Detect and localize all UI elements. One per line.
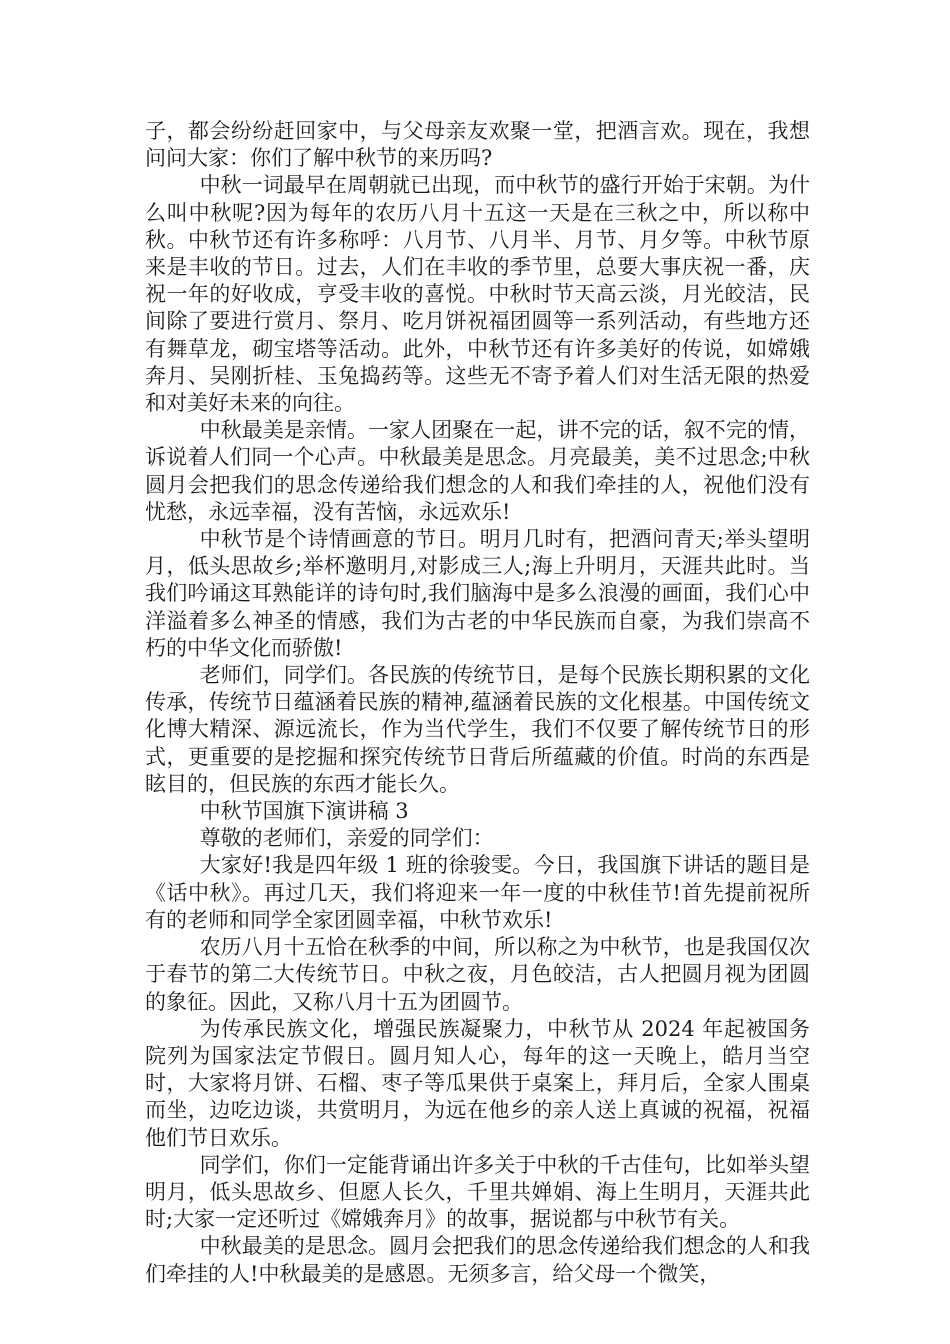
paragraph-continuation: 子，都会纷纷赶回家中，与父母亲友欢聚一堂，把酒言欢。现在，我想问问大家：你们了解中秋节的来历吗?: [145, 119, 810, 171]
greeting: 尊敬的老师们，亲爱的同学们：: [199, 826, 494, 851]
paragraph-poetry: 中秋节是个诗情画意的节日。明月几时有，把酒问青天;举头望明月，低头思故乡;举杯邀明月,对影成三人;海上升明月，天涯共此时。当我们吟诵这耳熟能详的诗句时,我们脑海中是多么浪漫的画面，我们心中洋溢着多么神圣的情感，我们为古老的中华民族而自豪，为我们崇高不朽的中华文化而骄傲!: [145, 527, 810, 660]
paragraph-intro: 大家好!我是四年级 1 班的徐骏雯。今日，我国旗下讲话的题目是《话中秋》。再过几天，我们将迎来一年一度的中秋佳节!首先提前祝所有的老师和同学全家团圆幸福，中秋节欢乐!: [145, 853, 810, 932]
paragraph-holiday: 为传承民族文化，增强民族凝聚力，中秋节从 2024 年起被国务院列为国家法定节假日。圆月知人心，每年的这一天晚上，皓月当空时，大家将月饼、石榴、枣子等瓜果供于桌案上，拜月后，全家人围桌而坐，边吃边谈，共赏明月，为远在他乡的亲人送上真诚的祝福，祝福他们节日欢乐。: [145, 1016, 810, 1150]
paragraph-longing: 中秋最美的是思念。圆月会把我们的思念传递给我们想念的人和我们牵挂的人!中秋最美的是感恩。无须多言，给父母一个微笑，: [145, 1234, 810, 1286]
paragraph-origin: 中秋一词最早在周朝就已出现，而中秋节的盛行开始于宋朝。为什么叫中秋呢?因为每年的农历八月十五这一天是在三秋之中，所以称中秋。中秋节还有许多称呼：八月节、八月半、月节、月夕等。中秋节原来是丰收的节日。过去，人们在丰收的季节里，总要大事庆祝一番，庆祝一年的好收成，亨受丰收的喜悦。中秋时节天高云淡，月光皎洁，民间除了要进行赏月、祭月、吃月饼祝福团圆等一系列活动，有些地方还有舞草龙，砌宝塔等活动。此外，中秋节还有许多美好的传说，如嫦娥奔月、吴刚折桂、玉兔捣药等。这些无不寄予着人们对生活无限的热爱和对美好未来的向往。: [145, 173, 810, 416]
paragraph-calendar: 农历八月十五恰在秋季的中间，所以称之为中秋节，也是我国仅次于春节的第二大传统节日。中秋之夜，月色皎洁，古人把圆月视为团圆的象征。因此，又称八月十五为团圆节。: [145, 935, 810, 1014]
document-body: [145, 118, 810, 1288]
paragraph-family: 中秋最美是亲情。一家人团聚在一起，讲不完的话，叙不完的情，诉说着人们同一个心声。中秋最美是思念。月亮最美，美不过思念;中秋圆月会把我们的思念传递给我们想念的人和我们牵挂的人，祝他们没有忧愁，永远幸福，没有苦恼，永远欢乐!: [145, 418, 810, 524]
section-title: 中秋节国旗下演讲稿 3: [199, 799, 409, 824]
paragraph-tradition: 老师们，同学们。各民族的传统节日，是每个民族长期积累的文化传承，传统节日蕴涵着民族的精神,蕴涵着民族的文化根基。中国传统文化博大精深、源远流长，作为当代学生，我们不仅要了解传统节日的形式，更重要的是挖掘和探究传统节日背后所蕴藏的价值。时尚的东西是眩目的，但民族的东西才能长久。: [145, 663, 810, 796]
paragraph-poems: 同学们，你们一定能背诵出许多关于中秋的千古佳句，比如举头望明月，低头思故乡、但愿人长久，千里共婵娟、海上生明月，天涯共此时;大家一定还听过《嫦娥奔月》的故事，据说都与中秋节有关。: [145, 1152, 810, 1232]
